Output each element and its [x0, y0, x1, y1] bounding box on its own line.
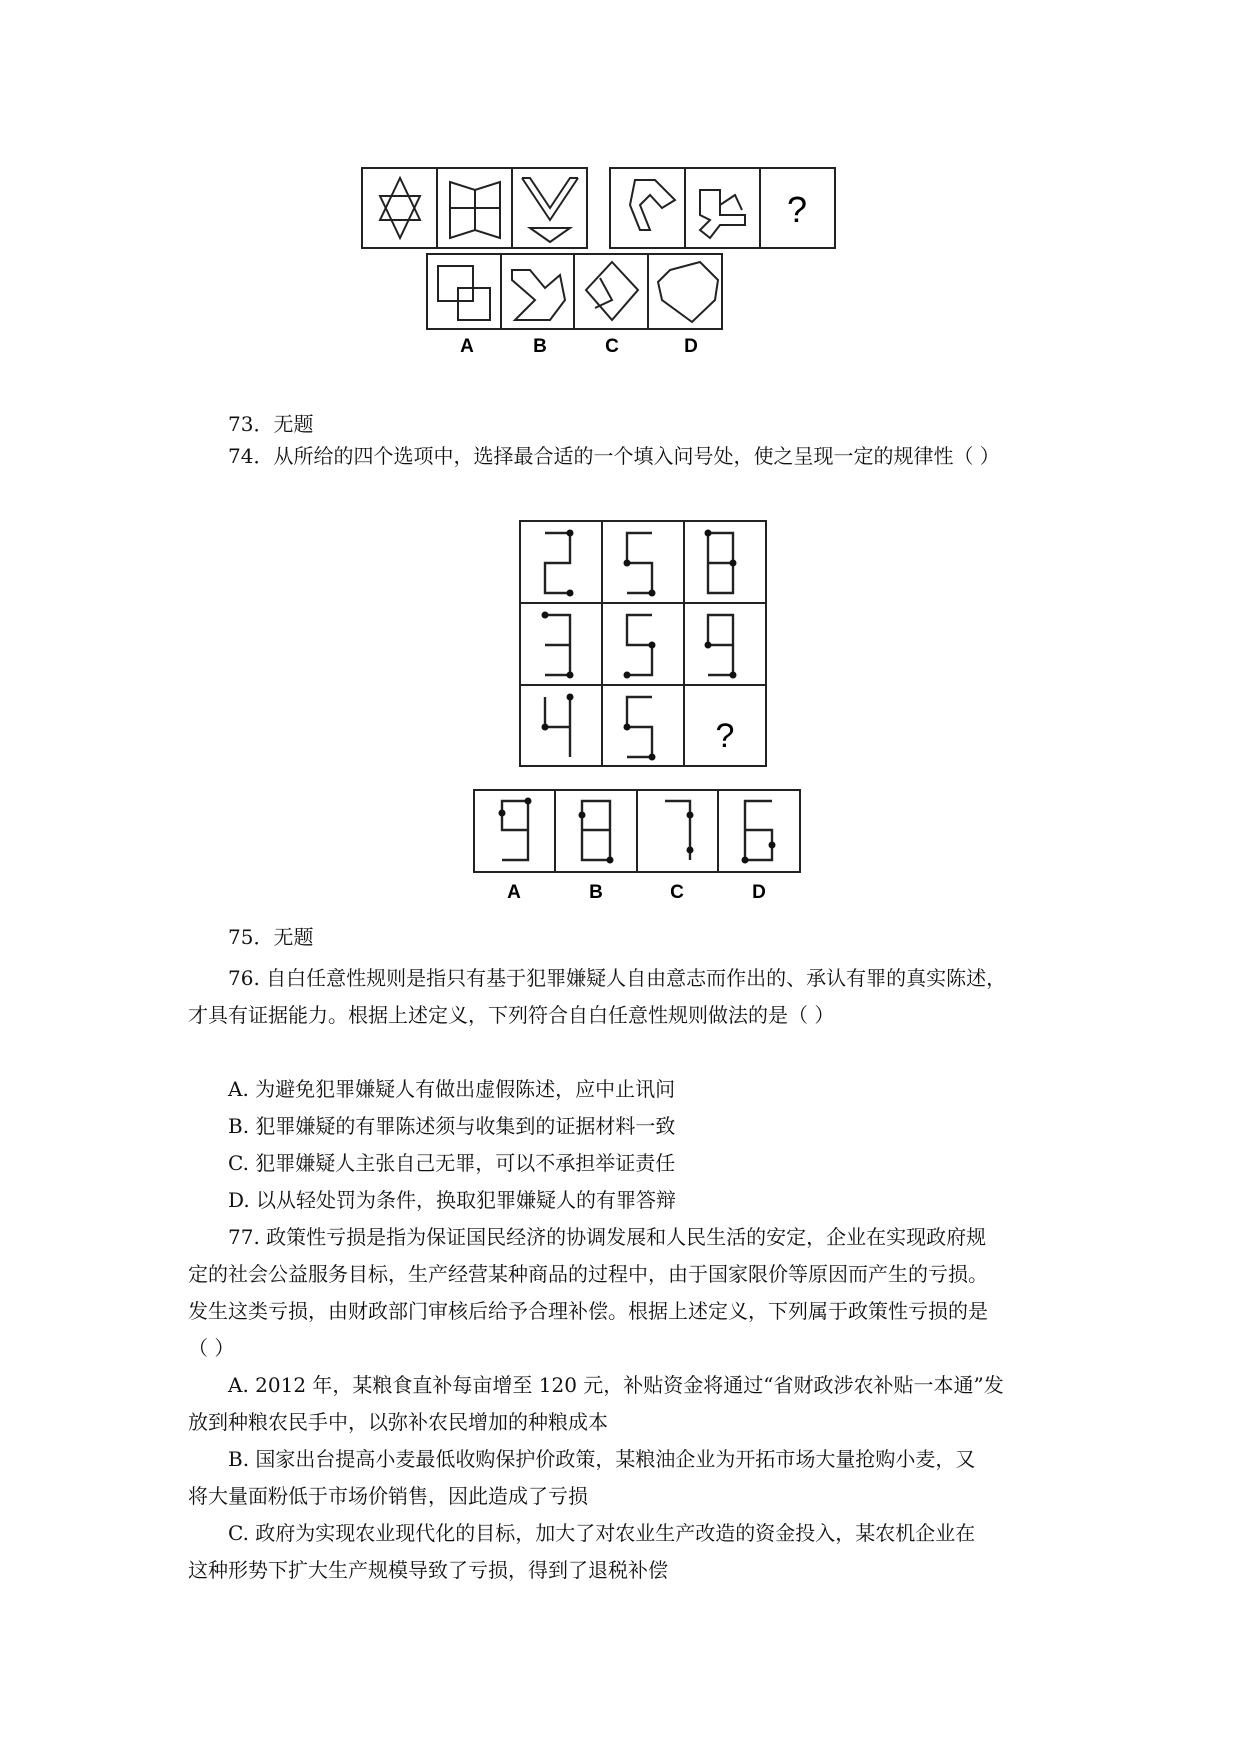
question-73 — [228, 412, 1098, 436]
question-76-option-d: D. 以从轻处罚为条件，换取犯罪嫌疑人的有罪答辩 — [228, 1188, 677, 1212]
figure-74-option-b-label: B — [589, 882, 603, 903]
figure-72-option-b-label: B — [533, 336, 547, 357]
question-74-text: 从所给的四个选项中，选择最合适的一个填入问号处，使之呈现一定的规律性（ ） — [273, 444, 1000, 468]
question-76-option-b: B. 犯罪嫌疑的有罪陈述须与收集到的证据材料一致 — [228, 1114, 676, 1138]
question-73-number: 73． — [228, 412, 274, 436]
question-76-option-a: A. 为避免犯罪嫌疑人有做出虚假陈述，应中止讯问 — [228, 1077, 676, 1101]
figure-72-option-d-label: D — [684, 336, 698, 357]
figure-72-sequence — [350, 150, 910, 400]
question-77-option-b-line-2: 将大量面粉低于市场价销售，因此造成了亏损 — [188, 1484, 588, 1508]
question-77-option-c-line-1: C. 政府为实现农业现代化的目标，加大了对农业生产改造的资金投入，某农机企业在 — [228, 1521, 976, 1545]
question-76-option-c: C. 犯罪嫌疑人主张自己无罪，可以不承担举证责任 — [228, 1151, 676, 1175]
question-77-option-a-line-1: A. 2012 年，某粮食直补每亩增至 120 元，补贴资金将通过“省财政涉农补贴一本通”发 — [228, 1373, 1004, 1397]
question-77-option-b-line-1: B. 国家出台提高小麦最低收购保护价政策，某粮油企业为开拓市场大量抢购小麦，又 — [228, 1447, 976, 1471]
question-75-text: 无题 — [273, 925, 314, 949]
question-75 — [228, 925, 1098, 949]
question-76-stem-line-1: 76. 自白任意性规则是指只有基于犯罪嫌疑人自由意志而作出的、承认有罪的真实陈述， — [228, 966, 1007, 990]
figure-72-question-mark: ? — [786, 189, 808, 230]
figure-74-question-mark: ? — [715, 717, 735, 755]
question-77-stem-line-4: （ ） — [188, 1336, 235, 1360]
question-77-option-c-line-2: 这种形势下扩大生产规模导致了亏损，得到了退税补偿 — [188, 1558, 668, 1582]
question-77-stem-line-3: 发生这类亏损，由财政部门审核后给予合理补偿。根据上述定义，下列属于政策性亏损的是 — [188, 1299, 988, 1323]
question-77-stem-line-2: 定的社会公益服务目标，生产经营某种商品的过程中，由于国家限价等原因而产生的亏损。 — [188, 1262, 988, 1286]
question-75-number: 75． — [228, 925, 274, 949]
figure-72-group-1 — [362, 168, 587, 248]
figure-72-options — [427, 254, 722, 329]
figure-74-option-c-label: C — [670, 882, 684, 903]
question-73-text: 无题 — [273, 412, 314, 436]
question-77-stem-line-1: 77. 政策性亏损是指为保证国民经济的协调发展和人民生活的安定，企业在实现政府规 — [228, 1225, 987, 1249]
question-77-option-a-line-2: 放到种粮农民手中，以弥补农民增加的种粮成本 — [188, 1410, 608, 1434]
figure-74-option-d-label: D — [752, 882, 766, 903]
question-76-stem-line-2: 才具有证据能力。根据上述定义，下列符合自白任意性规则做法的是（ ） — [188, 1003, 835, 1027]
question-74 — [228, 444, 1098, 468]
question-74-number: 74． — [228, 444, 274, 468]
figure-74-option-a-label: A — [507, 882, 521, 903]
figure-72-option-c-label: C — [605, 336, 619, 357]
figure-72-option-a-label: A — [460, 336, 474, 357]
figure-74-digit-grid — [470, 515, 810, 905]
